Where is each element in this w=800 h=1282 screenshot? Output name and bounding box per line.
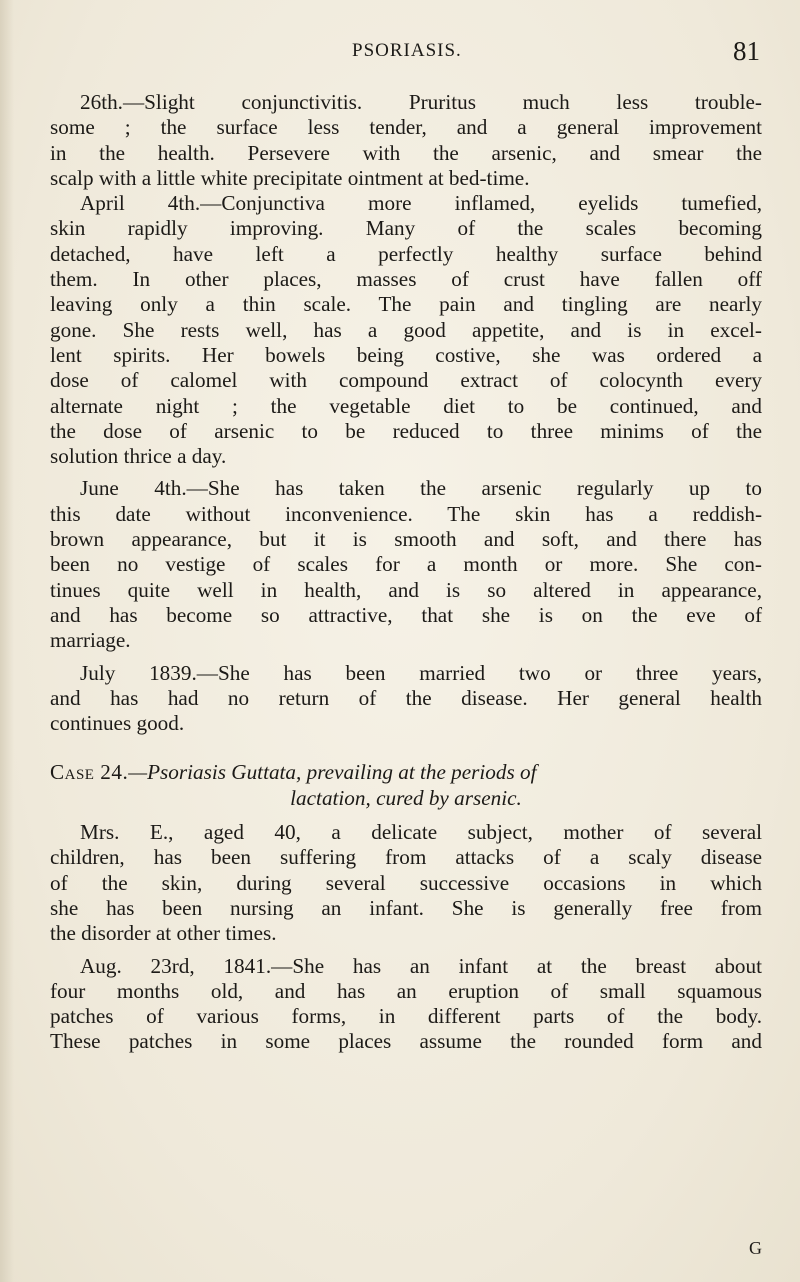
- text-line: April 4th.—Conjunctiva more inflamed, eyelids tumefied,: [80, 191, 762, 216]
- page-number: 81: [733, 36, 760, 66]
- text-line: alternate night ; the vegetable diet to be continued, and: [50, 393, 762, 418]
- text-line: 26th.—Slight conjunctivitis. Pruritus much less trouble-: [80, 90, 762, 114]
- paragraph: [50, 191, 762, 469]
- text-line: dose of calomel with compound extract of colocynth every: [50, 368, 762, 393]
- running-head: PSORIASIS.: [352, 40, 462, 61]
- text-line: solution thrice a day.: [50, 444, 227, 469]
- text-line: July 1839.—She has been married two or three years,: [80, 660, 762, 685]
- text-line: in the health. Persevere with the arsenic, and smear the: [50, 140, 762, 165]
- paragraph: [50, 661, 762, 737]
- text-line: the dose of arsenic to be reduced to three minims of the: [50, 418, 762, 443]
- paragraph: [50, 476, 762, 653]
- paragraph: [50, 820, 762, 946]
- text-line: scalp with a little white precipitate ointment at bed-time.: [50, 165, 530, 190]
- paragraph: [50, 954, 762, 1055]
- text-line: patches of various forms, in different parts of the body.: [50, 1004, 762, 1029]
- text-line: continues good.: [50, 711, 185, 736]
- text-line: four months old, and has an eruption of small squamous: [50, 978, 762, 1003]
- paragraph: [50, 90, 762, 191]
- text-line: leaving only a thin scale. The pain and tingling are nearly: [50, 292, 762, 317]
- text-line: skin rapidly improving. Many of the scales becoming: [50, 216, 762, 241]
- text-line: them. In other places, masses of crust have fallen off: [50, 267, 762, 292]
- body-text: [50, 90, 762, 1055]
- text-line: children, has been suffering from attacks of a scaly disease: [50, 845, 762, 870]
- page-gutter-shadow: [0, 0, 14, 1282]
- case-title: —Psoriasis Guttata, prevailing at the periods of: [128, 760, 537, 785]
- text-line: Aug. 23rd, 1841.—She has an infant at the breast about: [80, 953, 762, 978]
- text-line: the disorder at other times.: [50, 921, 277, 946]
- text-line: tinues quite well in health, and is so altered in appearance,: [50, 577, 762, 602]
- text-line: and has become so attractive, that she is on the eve of: [50, 602, 762, 627]
- text-line: of the skin, during several successive occasions in which: [50, 870, 762, 895]
- case-heading: [50, 760, 762, 811]
- text-line: gone. She rests well, has a good appetite, and is in excel-: [50, 317, 762, 342]
- case-number: Case 24.: [50, 760, 129, 785]
- text-line: she has been nursing an infant. She is generally free from: [50, 895, 762, 920]
- signature-mark: G: [749, 1238, 762, 1258]
- text-line: June 4th.—She has taken the arsenic regularly up to: [80, 476, 762, 501]
- text-line: some ; the surface less tender, and a general improvement: [50, 115, 762, 140]
- text-line: detached, have left a perfectly healthy surface behind: [50, 241, 762, 266]
- case-title-continued: lactation, cured by arsenic.: [290, 785, 522, 810]
- text-line: marriage.: [50, 628, 131, 653]
- text-line: brown appearance, but it is smooth and soft, and there has: [50, 527, 762, 552]
- text-line: this date without inconvenience. The skin has a reddish-: [50, 501, 762, 526]
- text-line: and has had no return of the disease. Her general health: [50, 685, 762, 710]
- text-line: been no vestige of scales for a month or more. She con-: [50, 552, 762, 577]
- page-header: [60, 36, 760, 72]
- text-line: These patches in some places assume the rounded form and: [50, 1029, 762, 1054]
- text-line: lent spirits. Her bowels being costive, she was ordered a: [50, 342, 762, 367]
- text-line: Mrs. E., aged 40, a delicate subject, mother of several: [80, 820, 762, 845]
- case-heading-line: [50, 760, 762, 785]
